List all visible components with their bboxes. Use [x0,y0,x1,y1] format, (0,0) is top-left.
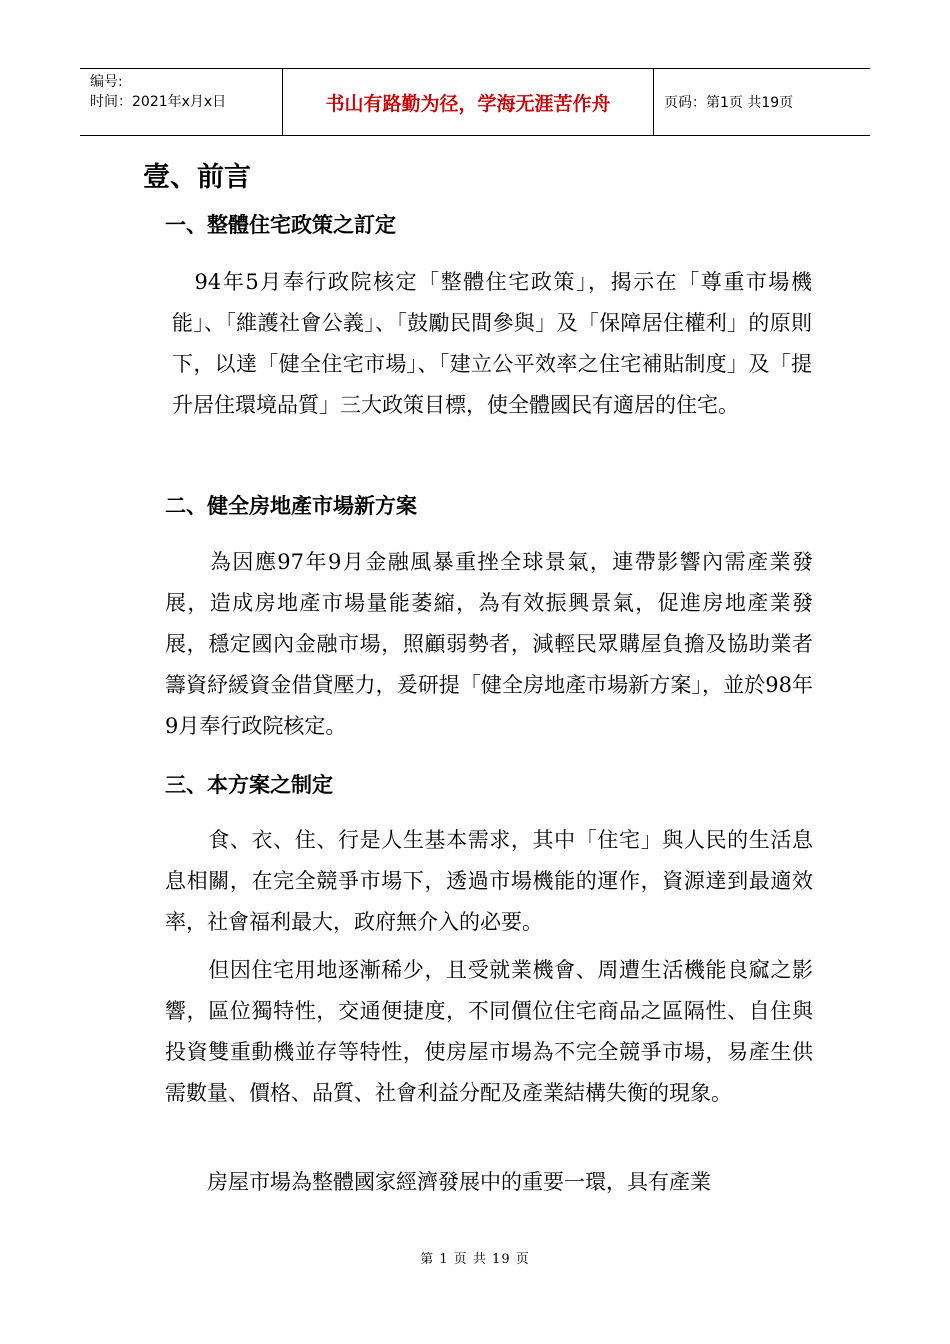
header-date: 时间：2021年x月x日 [90,94,227,110]
header-motto: 书山有路勤为径，学海无涯苦作舟 [282,69,654,135]
section-3-paragraph-3: 房屋市場為整體國家經濟發展中的重要一環，具有產業 [165,1170,711,1194]
section-3-paragraph-1: 食、衣、住、行是人生基本需求，其中「住宅」與人民的生活息息相關，在完全競爭市場下，透過市場機能的運作，資源達到最適效率，社會福利最大，政府無介入的必要。 [165,828,813,934]
header-page-info: 页码：第1页 共19页 [664,95,794,111]
header-meta [80,69,282,135]
section-heading-3: 三、本方案之制定 [165,772,333,797]
section-2-paragraph-1: 為因應97年9月金融風暴重挫全球景氣，連帶影響內需產業發展，造成房地產市場量能萎縮，為有效振興景氣，促進房地產業發展，穩定國內金融市場，照顧弱勢者，減輕民眾購屋負擔及協助業者籌資紓緩資金借貸壓力，爰研提「健全房地產市場新方案」，並於98年9月奉行政院核定。 [165,550,813,738]
section-heading-2: 二、健全房地產市場新方案 [165,493,417,518]
header-number: 编号: [90,74,123,90]
section-3-paragraph-2: 但因住宅用地逐漸稀少，且受就業機會、周遭生活機能良窳之影響，區位獨特性，交通便捷度，不同價位住宅商品之區隔性、自住與投資雙重動機並存等特性，使房屋市場為不完全競爭市場，易產生供需數量、價格、品質、社會利益分配及產業結構失衡的現象。 [165,958,813,1105]
section-1-paragraph-1: 94年5月奉行政院核定「整體住宅政策」，揭示在「尊重市場機能」、「維護社會公義」、「鼓勵民間參與」及「保障居住權利」的原則下，以達「健全住宅市場」、「建立公平效率之住宅補貼制度」及「提升居住環境品質」三大政策目標，使全體國民有適居的住宅。 [172,270,812,417]
page-footer: 第 1 页 共 19 页 [420,1252,530,1267]
section-heading-1: 一、整體住宅政策之訂定 [165,212,396,237]
page-header [80,68,870,136]
document-title: 壹、前言 [143,162,251,193]
